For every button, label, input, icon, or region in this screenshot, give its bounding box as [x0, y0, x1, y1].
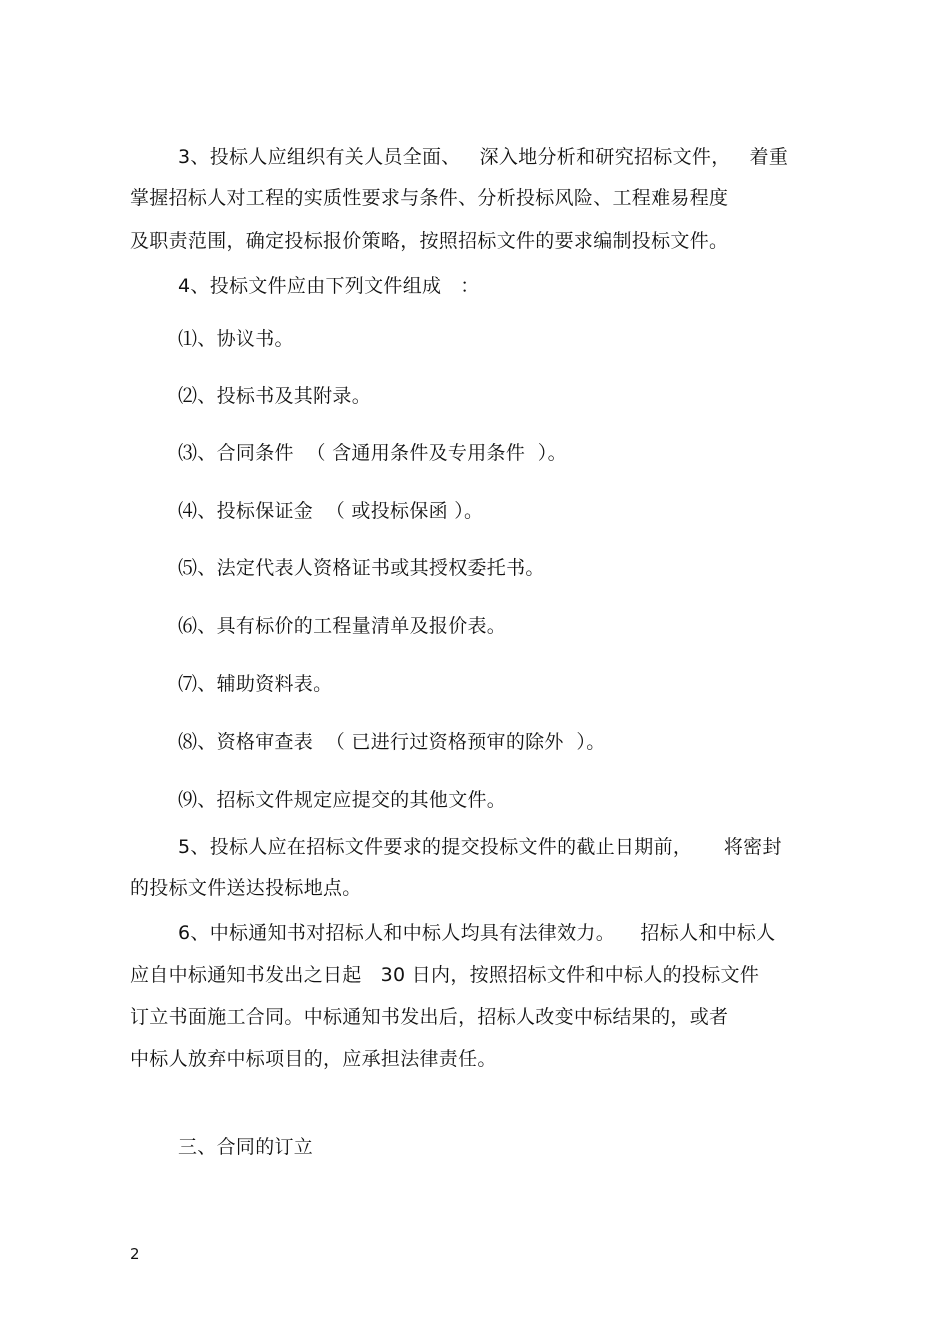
paragraph-6-line-3: 订立书面施工合同。中标通知书发出后，招标人改变中标结果的，或者: [130, 1006, 729, 1028]
list-item: ⑻、资格审查表 （ 已进行过资格预审的除外 ）。: [178, 731, 606, 753]
paragraph-4-intro: 4、投标文件应由下列文件组成 ：: [178, 275, 480, 297]
list-item: ⑴、协议书。: [178, 328, 294, 350]
paragraph-6-line-2: 应自中标通知书发出之日起 30 日内，按照招标文件和中标人的投标文件: [130, 964, 760, 986]
paragraph-5-line-2: 的投标文件送达投标地点。: [130, 877, 362, 899]
paragraph-3-line-1: 3、投标人应组织有关人员全面、 深入地分析和研究招标文件， 着重: [178, 146, 789, 168]
section-heading: 三、合同的订立: [178, 1136, 314, 1158]
list-item: ⑵、投标书及其附录。: [178, 385, 372, 407]
list-item: ⑹、具有标价的工程量清单及报价表。: [178, 615, 507, 637]
list-item: ⑼、招标文件规定应提交的其他文件。: [178, 789, 507, 811]
paragraph-6-line-1: 6、中标通知书对招标人和中标人均具有法律效力。 招标人和中标人: [178, 922, 776, 944]
paragraph-5-line-1: 5、投标人应在招标文件要求的提交投标文件的截止日期前， 将密封: [178, 836, 782, 858]
paragraph-6-line-4: 中标人放弃中标项目的，应承担法律责任。: [130, 1048, 497, 1070]
paragraph-3-line-3: 及职责范围，确定投标报价策略，按照招标文件的要求编制投标文件。: [130, 230, 729, 252]
list-item: ⑸、法定代表人资格证书或其授权委托书。: [178, 557, 545, 579]
list-item: ⑷、投标保证金 （ 或投标保函 ）。: [178, 500, 484, 522]
paragraph-3-line-2: 掌握招标人对工程的实质性要求与条件、分析投标风险、工程难易程度: [130, 187, 729, 209]
list-item: ⑶、合同条件 （ 含通用条件及专用条件 ）。: [178, 442, 567, 464]
page-number: 2: [130, 1245, 140, 1263]
list-item: ⑺、辅助资料表。: [178, 673, 333, 695]
